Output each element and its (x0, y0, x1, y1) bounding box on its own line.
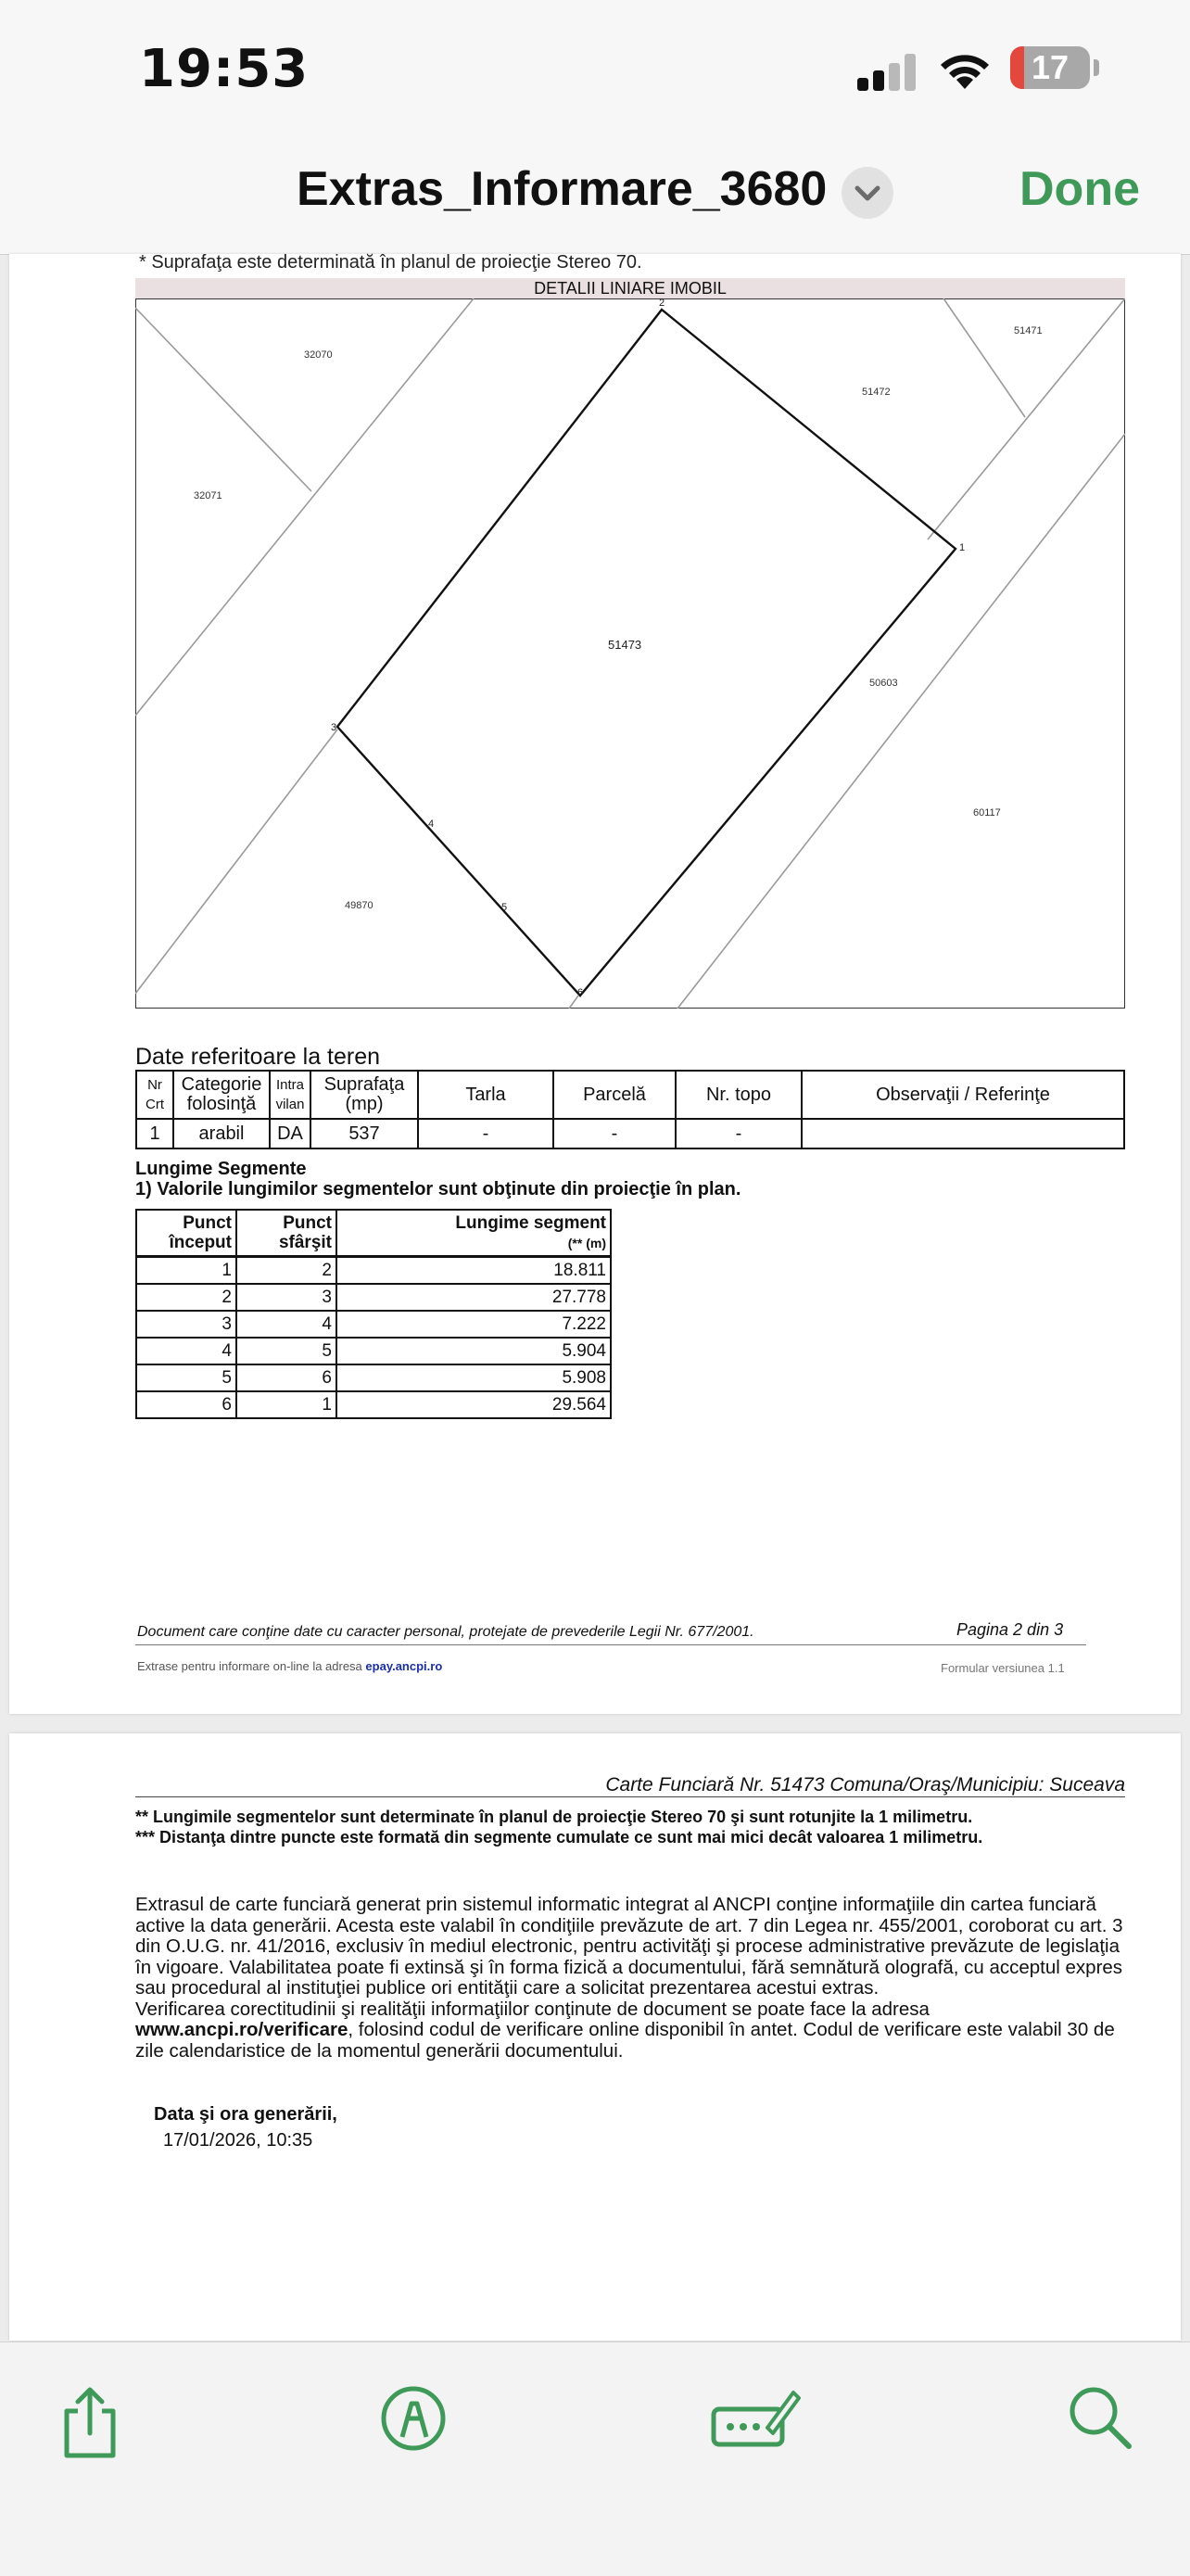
segment-cell: 29.564 (336, 1391, 611, 1418)
segment-cell: 2 (136, 1284, 236, 1311)
point-label-5: 5 (501, 902, 508, 913)
parcel-outline (337, 310, 956, 996)
segments-table (135, 1209, 612, 1419)
generation-label: Data şi ora generării, (154, 2104, 337, 2125)
plan-header: DETALII LINIARE IMOBIL (135, 278, 1125, 298)
segments-footnote-2: *** Distanţa dintre puncte este formată din segmente cumulate ce sunt mai mici decât valoarea 1 milimetru. (135, 1828, 983, 1846)
verification-text: Verificarea corectitudinii şi realităţii informaţiilor conţinute de document se poate face la adresa (135, 1998, 930, 2020)
segment-cell: 6 (136, 1391, 236, 1418)
header-divider (135, 1796, 1125, 1797)
legal-text (135, 1895, 1127, 2062)
segments-title: Lungime Segmente (135, 1159, 307, 1179)
segment-cell: 5.908 (336, 1364, 611, 1391)
neighbor-label: 32071 (194, 490, 222, 501)
teren-cell: - (418, 1119, 553, 1148)
cellular-signal-icon (857, 54, 917, 91)
teren-header: Nr. topo (676, 1071, 802, 1119)
battery-icon (1010, 46, 1090, 89)
neighbor-label: 51471 (1014, 325, 1043, 336)
table-row (136, 1284, 611, 1311)
navigation-bar (0, 139, 1190, 255)
document-page-2 (9, 254, 1181, 1714)
markup-icon[interactable] (378, 2383, 449, 2454)
teren-header: Categorie folosinţă (173, 1071, 270, 1119)
neighbor-label: 49870 (345, 900, 373, 911)
segment-cell: 4 (236, 1311, 336, 1338)
document-title[interactable]: Extras_Informare_3680 (297, 162, 828, 216)
wifi-icon (936, 48, 994, 91)
teren-header: Nr Crt (136, 1071, 173, 1119)
segment-cell: 7.222 (336, 1311, 611, 1338)
parcel-label: 51473 (608, 638, 642, 652)
segments-header: Punct început (136, 1210, 236, 1257)
privacy-note: Document care conţine date cu caracter personal, protejate de prevederile Legii Nr. 677/2001. (137, 1624, 754, 1640)
epay-link[interactable]: epay.ancpi.ro (365, 1659, 443, 1673)
teren-cell: 1 (136, 1119, 173, 1148)
segment-cell: 3 (236, 1284, 336, 1311)
point-label-2: 2 (658, 298, 665, 309)
teren-header: Observaţii / Referinţe (802, 1071, 1124, 1119)
parcel-plan (135, 298, 1125, 1009)
segment-cell: 3 (136, 1311, 236, 1338)
neighbor-lines (135, 298, 1125, 1009)
segment-cell: 6 (236, 1364, 336, 1391)
validity-paragraph: Extrasul de carte funciară generat prin sistemul informatic integrat al ANCPI conţine informaţiile din cartea funciară active la data generării. Acesta este valabil în condiţiile prevăzute de art. 7 din Legea nr. 455/2001, coroborat cu art. 3 din O.U.G. nr. 41/2016, exclusiv în mediul electronic, pentru activităţi şi procese administrative prevăzute de legislaţia în vigoare. Valabilitatea poate fi extinsă şi în forma fizică a documentului, fără semnătură olografă, cu acceptul expres sau procedural al instituţiei publice ori entităţii care a solicitat prezentarea acestui extras. (135, 1894, 1123, 1999)
segments-header-length (336, 1210, 611, 1257)
title-menu-button[interactable] (842, 167, 893, 219)
segment-cell: 5.904 (336, 1338, 611, 1364)
neighbor-label: 50603 (869, 678, 898, 689)
point-label-4: 4 (428, 818, 435, 830)
footer-link-text (137, 1659, 442, 1673)
segment-cell: 27.778 (336, 1284, 611, 1311)
teren-header: Parcelă (553, 1071, 676, 1119)
segments-note: 1) Valorile lungimilor segmentelor sunt obţinute din proiecţie în plan. (135, 1179, 741, 1199)
point-label-6: 6 (577, 987, 584, 998)
segments-footnote-1: ** Lungimile segmentelor sunt determinate în planul de proiecţie Stereo 70 şi sunt rotunjite la 1 milimetru. (135, 1808, 973, 1826)
battery-tip (1094, 59, 1099, 76)
teren-cell: - (676, 1119, 802, 1148)
neighbor-label: 51472 (862, 387, 891, 398)
teren-table (135, 1070, 1125, 1149)
battery-level: 17 (1031, 48, 1070, 86)
segments-unit: (** (m) (567, 1235, 606, 1250)
teren-header: Suprafaţa (mp) (310, 1071, 418, 1119)
point-label-1: 1 (959, 542, 966, 553)
land-book-header: Carte Funciară Nr. 51473 Comuna/Oraş/Municipiu: Suceava (605, 1774, 1125, 1796)
neighbor-label: 32070 (304, 349, 333, 361)
segment-cell: 5 (236, 1338, 336, 1364)
table-row (136, 1391, 611, 1418)
table-row (136, 1119, 1124, 1148)
segment-cell: 1 (136, 1257, 236, 1285)
teren-header: Tarla (418, 1071, 553, 1119)
bottom-toolbar (0, 2341, 1190, 2576)
status-bar (0, 0, 1190, 139)
plan-frame (135, 298, 1125, 1009)
teren-cell: - (553, 1119, 676, 1148)
segment-cell: 1 (236, 1391, 336, 1418)
generation-date: 17/01/2026, 10:35 (163, 2130, 313, 2151)
segment-cell: 2 (236, 1257, 336, 1285)
neighbor-label: 60117 (973, 807, 1001, 818)
segments-header: Punct sfârşit (236, 1210, 336, 1257)
table-row (136, 1311, 611, 1338)
done-button[interactable]: Done (1019, 162, 1140, 216)
footer-divider (135, 1644, 1086, 1645)
signature-icon[interactable] (710, 2385, 803, 2450)
teren-title: Date referitoare la teren (135, 1044, 381, 1070)
form-version: Formular versiunea 1.1 (941, 1661, 1065, 1675)
table-row (136, 1364, 611, 1391)
verification-text-end: , folosind codul de verificare online disponibil în antet. Codul de verificare este valabil 30 de zile calendaristice de la momentul generării documentului. (135, 2019, 1115, 2062)
search-icon[interactable] (1066, 2383, 1134, 2452)
teren-cell: DA (270, 1119, 310, 1148)
verification-link[interactable]: www.ancpi.ro/verificare (135, 2019, 348, 2040)
share-icon[interactable] (57, 2385, 122, 2461)
segment-cell: 5 (136, 1364, 236, 1391)
point-label-3: 3 (331, 722, 337, 733)
teren-header: Intra vilan (270, 1071, 310, 1119)
verification-paragraph (135, 1999, 1127, 2062)
segments-header-label: Lungime segment (455, 1212, 606, 1233)
segment-cell: 18.811 (336, 1257, 611, 1285)
page-number: Pagina 2 din 3 (956, 1620, 1064, 1639)
footer-link-prefix: Extrase pentru informare on-line la adresa (137, 1659, 362, 1673)
document-page-3 (9, 1733, 1181, 2341)
table-row (136, 1338, 611, 1364)
teren-cell: 537 (310, 1119, 418, 1148)
segment-cell: 4 (136, 1338, 236, 1364)
table-row (136, 1257, 611, 1285)
surface-note: * Suprafaţa este determinată în planul de proiecţie Stereo 70. (139, 252, 642, 273)
status-time: 19:53 (139, 39, 310, 99)
chevron-down-icon (842, 167, 893, 219)
teren-cell (802, 1119, 1124, 1148)
teren-cell: arabil (173, 1119, 270, 1148)
